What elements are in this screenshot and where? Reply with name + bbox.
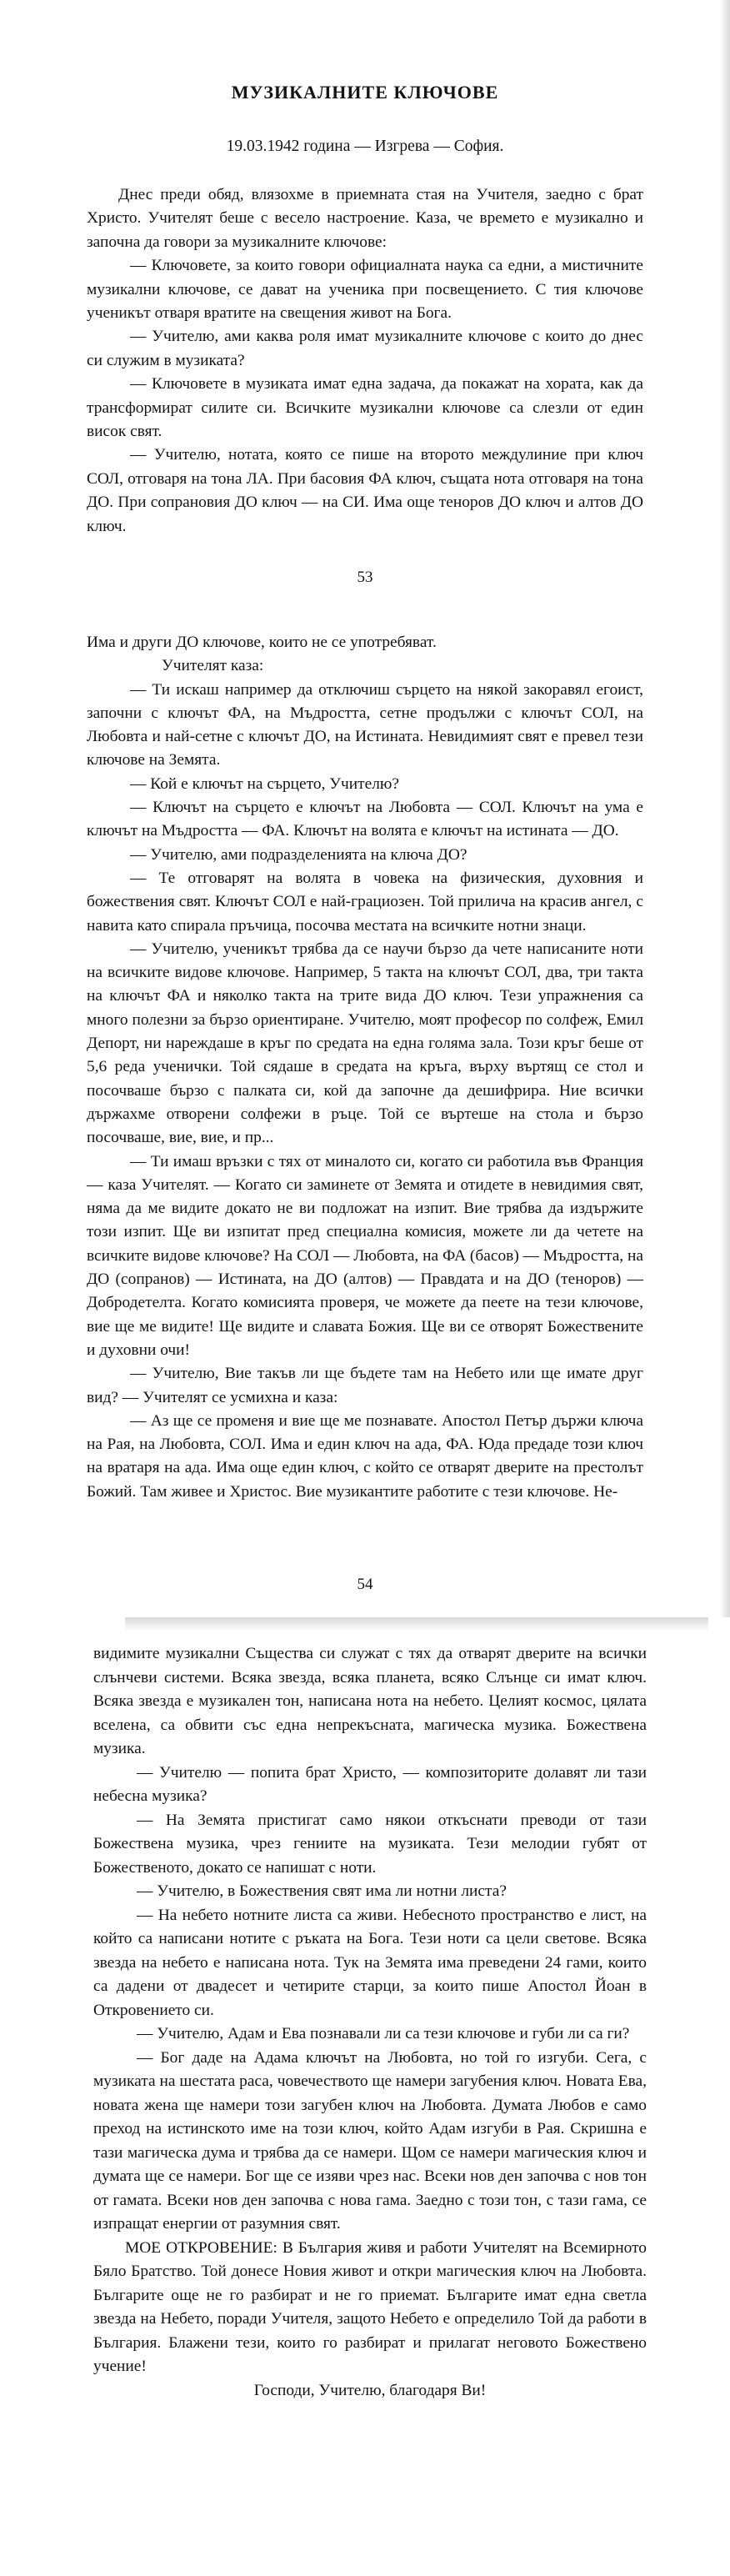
scan-edge bbox=[720, 609, 730, 1617]
page-53 bbox=[0, 0, 730, 609]
paragraph: — На небето нотните листа са живи. Небесното пространство е лист, на който са написани нотите с ръката на Бога. Тези ноти са цели светове. Всяка звезда на небето е написана нота. Тук на Земята има преведени 24 гами, които са дадени от двадесет и четирите старци, за които пише Апостол Йоан в Откровението си. bbox=[93, 1906, 647, 2019]
paragraph: — Ключовете, за които говори официалната наука са едни, а мистичните музикални ключове, се дават на ученика при посвещението. С тия ключове ученикът отваря вратите на свещения живот на Бога. bbox=[87, 257, 643, 323]
paragraph: — Учителю, ученикът трябва да се научи бързо да чете написаните ноти на всичките видове ключове. Например, 5 такта на ключът СОЛ, два, три такта на ключът ФА и няколко такта на трите вида ДО ключ. Тези упражнения са много полезни за бързо ориентиране. Учителю, моят професор по солфеж, Емил Депорт, ни нареждаше в кръг по средата на една голяма зала. Този кръг беше от 5,6 реда ученички. Той сядаше в средата на кръга, върху въртящ се стол и посочваше бързо с палката си, кой да започне да дешифрира. Ние всички държахме отворени солфежи в ръце. Той се въртеше на стола и бързо посочваше, вие, вие, и пр... bbox=[87, 940, 643, 1147]
paragraph: — Ключовете в музиката имат една задача, да покажат на хората, как да трансформират силите си. Всичките музикални ключове са слезли от един висок свят. bbox=[87, 375, 643, 441]
paragraph: МОЕ ОТКРОВЕНИЕ: В България живя и работи Учителят на Всемирното Бяло Братство. Той донесе Новия живот и откри магическия ключ на Любовта. Българите още не го разбират и не го приемат. Българите имат една светла звезда на Небето, поради Учителя, защото Небето е определило Той да работи в България. Блажени тези, които го разбират и прилагат неговото Божествено учение! bbox=[93, 2238, 647, 2375]
page-number: 54 bbox=[357, 1576, 373, 1593]
paragraph: — Бог даде на Адама ключът на Любовта, но той го изгуби. Сега, с музиката на шестата раса, човечеството ще намери загубения ключ. Новата Ева, новата жена ще намери този загубен ключ на Любовта. Думата Любов е само преход на истинското име на този ключ, който Адам изгуби в Рая. Скришна е тази магическа дума и трябва да се намери. Щом се намери магическия ключ и думата ще се намери. Бог ще се изяви чрез нас. Всеки нов ден започва с нов тон от гамата. Всеки нов ден започва с нова гама. Заедно с този тон, с тази гама, се изпращат енергии от разумния свят. bbox=[93, 2048, 647, 2233]
document-title: МУЗИКАЛНИТЕ КЛЮЧОВЕ bbox=[231, 82, 499, 103]
paragraph: — Учителю, Адам и Ева познавали ли са тези ключове и губи ли са ги? bbox=[137, 2025, 630, 2042]
dateline: 19.03.1942 година — Изгрева — София. bbox=[226, 138, 504, 155]
closing-line: Господи, Учителю, благодаря Ви! bbox=[253, 2381, 487, 2399]
paragraph: Учителят каза: bbox=[162, 657, 264, 675]
paragraph: — Учителю, Вие такъв ли ще бъдете там на Небето или ще имате друг вид? — Учителят се усмихна и каза: bbox=[87, 1365, 643, 1406]
paragraph: — Ти имаш връзки с тях от миналото си, когато си работила във Франция — каза Учителят. — Когато си заминете от Земята и отидете в невидимия свят, няма да ме видите докато не ви подложат на изпит. Вие трябва да издържите този изпит. Ще ви изпитат пред специална комисия, можете ли да четете на всичките видове ключове? На СОЛ — Любовта, на ФА (басов) — Мъдростта, на ДО (сопранов) — Истината, на ДО (алтов) — Правдата и на ДО (теноров) — Добродетелта. Когато комисията проверя, че можете да пеете на тези ключове, вие ще ме видите! Ще видите и славата Божия. Ще ви се отворят Божествените и духовни очи! bbox=[87, 1152, 643, 1359]
paragraph: Има и други ДО ключове, които не се употребяват. bbox=[87, 634, 437, 651]
paragraph: — Учителю, ами каква роля имат музикалните ключове с които до днес си служим в музиката? bbox=[87, 328, 643, 369]
page-54-text bbox=[87, 631, 643, 1504]
paragraph: — Ключът на сърцето е ключът на Любовта — СОЛ. Ключът на ума е ключът на Мъдростта — ФА. Ключът на волята е ключът на истината — ДО. bbox=[87, 799, 643, 840]
paragraph: — Учителю, нотата, която се пише на второто междулиние при ключ СОЛ, отговаря на тона ЛА. При басовия ФА ключ, същата нота отговаря на тона ДО. При сопрановия ДО ключ — на СИ. Има още теноров ДО ключ и алтов ДО ключ. bbox=[87, 446, 643, 535]
paragraph: видимите музикални Същества си служат с тях да отварят дверите на всички слънчеви системи. Всяка звезда, всяка планета, всяко Слънце си имат ключ. Всяка звезда е музикален тон, написана нота на небето. Целият космос, цялата вселена, са обвити със една непрекъсната, магическа музика. Божествена музика. bbox=[93, 1645, 647, 1757]
paragraph: — На Земята пристигат само някои откъснати преводи от тази Божествена музика, чрез гениите на музиката. Тези мелодии губят от Божественото, докато се напишат с ноти. bbox=[93, 1811, 647, 1877]
page-55 bbox=[0, 1617, 730, 2576]
paragraph: — Аз ще се променя и вие ще ме познавате. Апостол Петър държи ключа на Рая, на Любовта, СОЛ. Има и един ключ на ада, ФА. Юда предаде този ключ на вратаря на ада. Има още един ключ, с който се отварят дверите на престолът Божий. Там живее и Христос. Вие музикантите работите с тези ключове. Не- bbox=[87, 1411, 643, 1501]
paragraph: — Кой е ключът на сърцето, Учителю? bbox=[130, 774, 399, 793]
page-53-text bbox=[87, 183, 643, 539]
paragraph: Днес преди обяд, влязохме в приемната стая на Учителя, заедно с брат Христо. Учителят беше с весело настроение. Каза, че времето е музикално и започна да говори за музикалните ключове: bbox=[87, 186, 643, 251]
page-54 bbox=[0, 609, 730, 1617]
scan-edge bbox=[125, 1617, 708, 1631]
page-number: 53 bbox=[357, 569, 373, 586]
paragraph: — Учителю, ами подразделенията на ключа ДО? bbox=[130, 845, 468, 864]
paragraph: — Ти искаш например да отключиш сърцето на някой закоравял егоист, започни с ключът ФА, на Мъдростта, сетне продължи с ключът СОЛ, на Любовта и най-сетне с ключът ДО, на Истината. Невидимият свят е превел тези ключове на Земята. bbox=[87, 680, 643, 769]
paragraph: — Учителю, в Божествения свят има ли нотни листа? bbox=[137, 1882, 507, 1900]
page-55-text bbox=[93, 1642, 647, 2403]
paragraph: — Те отговарят на волята в човека на физическия, духовния и божествения свят. Ключът СОЛ е най-грациозен. Той прилича на красив ангел, с навита като спирала пръчица, посочва местата на всичките нотни знаци. bbox=[87, 869, 643, 935]
paragraph: — Учителю — попита брат Христо, — композиторите долавят ли тази небесна музика? bbox=[93, 1763, 647, 1805]
